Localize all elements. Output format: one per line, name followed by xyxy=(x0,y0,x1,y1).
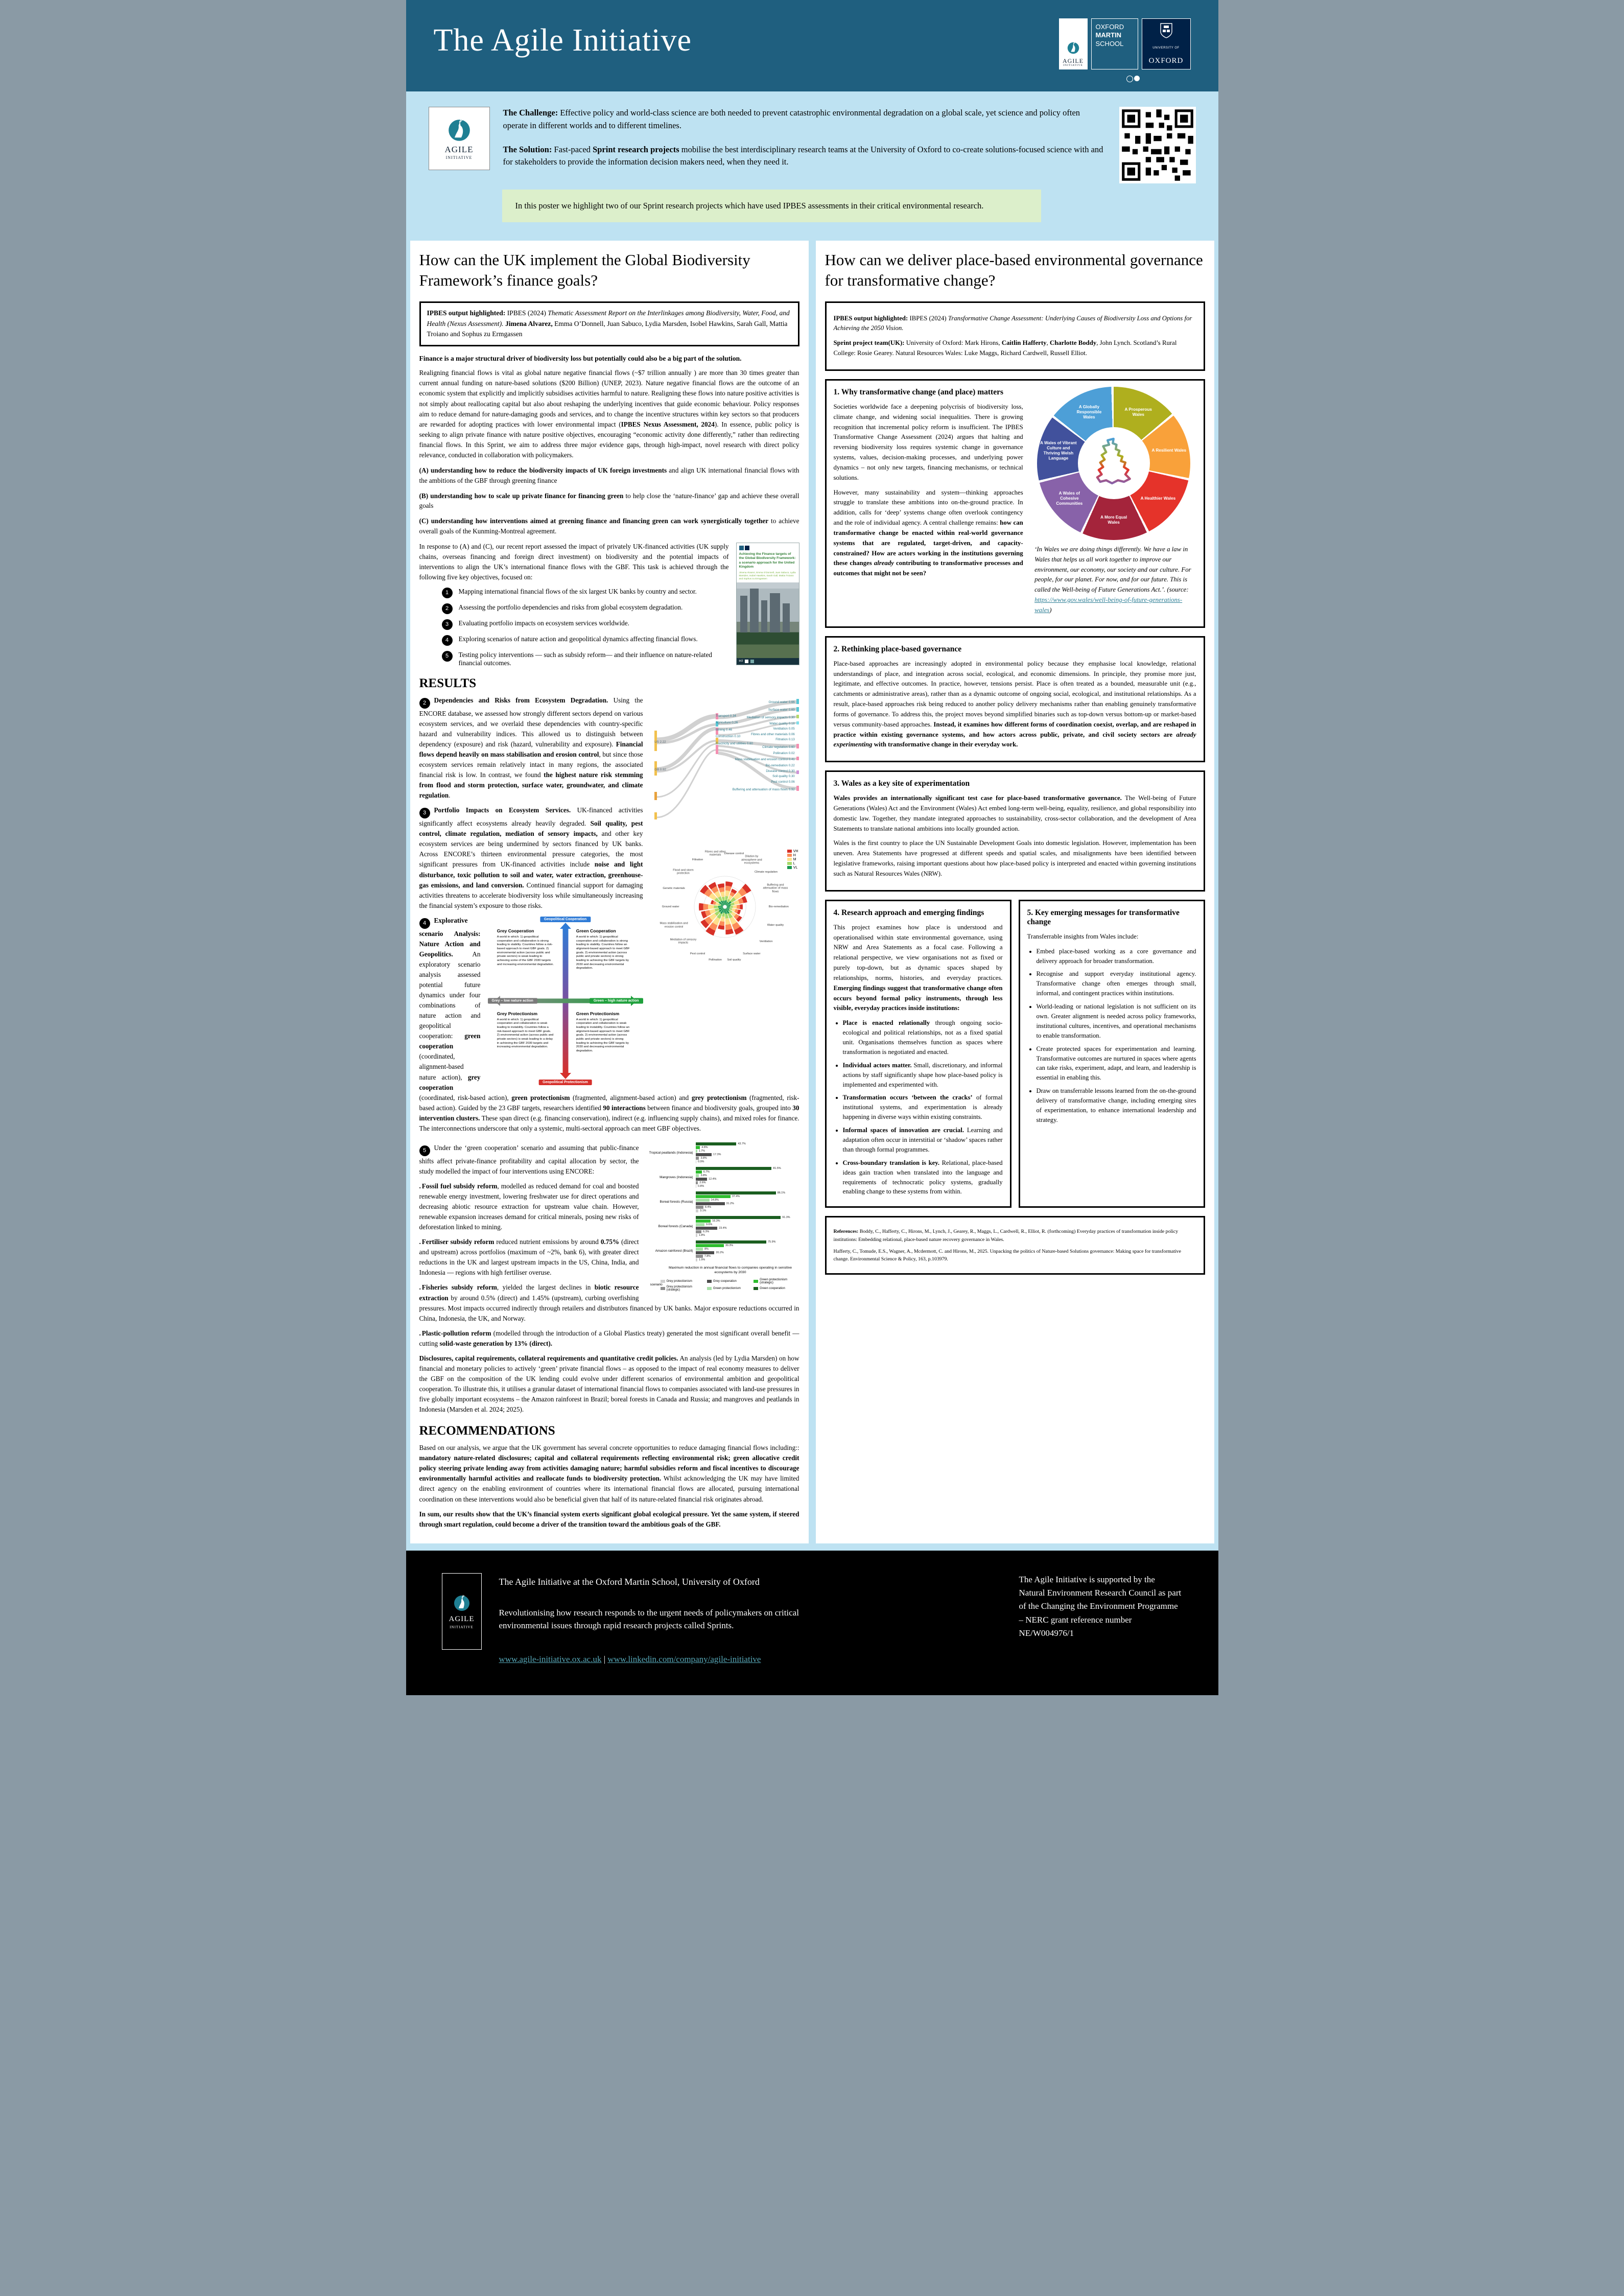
bar-value-label: 0.9% xyxy=(698,1160,704,1163)
bar-value-label: 1.9% xyxy=(698,1258,705,1261)
message-bullet: • World-leading or national legislation is not sufficient on its own. Greater alignment is needed across policy frameworks, institutional cultures, incentives, and operational mechanisms to enable transformation. xyxy=(1037,1002,1196,1041)
wheel-segment-label: A Prosperous Wales xyxy=(1124,407,1152,417)
bar xyxy=(696,1251,715,1254)
report-cover-logos xyxy=(739,546,796,550)
objective-number: 1 xyxy=(442,588,453,598)
left-ipbes-text: IPBES output highlighted: IPBES (2024) Thematic Assessment Report on the Interlinkages among Biodiversity, Water, Food, and Health (Nexus Assessment). Jimena Alvarez, Emma O’Donnell, Juan Sabuco, Lydia Marsden, Isobel Hawkins, Sarah Gall, Mattia Troiano and Sophus zu Ermgassen xyxy=(427,309,790,338)
wheel-segment-label: A Wales of Cohesive Communities xyxy=(1056,491,1083,506)
objective-text: Evaluating portfolio impacts on ecosystem services worldwide. xyxy=(458,619,629,627)
bar xyxy=(696,1142,737,1145)
section-4-box xyxy=(825,900,1011,1208)
sankey-figure xyxy=(650,695,799,848)
radial-axis-label: Filtration xyxy=(692,858,703,862)
bar-value-label: 37.4% xyxy=(732,1194,740,1198)
bar xyxy=(696,1153,712,1156)
bar-value-label: 6.7% xyxy=(703,1170,710,1174)
oxford-martin-school-logo xyxy=(1091,18,1138,69)
radial-axis-label: Flood and storm protection xyxy=(673,869,694,875)
agile-logo-sub: INITIATIVE xyxy=(450,1625,474,1630)
bar-value-label: 31.2% xyxy=(726,1202,734,1205)
radial-axis-label: Ground water xyxy=(662,905,679,908)
right-column xyxy=(816,241,1214,1543)
result-5: 5 Under the ‘green cooperation’ scenario and assuming that public-finance shifts affect private-finance profitability and capital allocation by sector, the study modelled the impact of four interventions using ENCORE: xyxy=(419,1143,639,1175)
figure-label: Ground water 0.66 xyxy=(768,700,795,704)
oms-line2: MARTIN xyxy=(1095,31,1122,39)
figure-label: Ventilation 0.05 xyxy=(773,727,795,731)
message-bullet: • Create protected spaces for experimentation and learning. Transformative outcomes are nurtured in spaces where agents can take risks, experiment, adapt, and learn, and leadership is essential in enabling this. xyxy=(1037,1044,1196,1083)
message-bullet: • Embed place-based working as a core governance and delivery approach for broader transformation. xyxy=(1037,947,1196,966)
bar xyxy=(696,1202,725,1205)
bar xyxy=(696,1223,705,1226)
intervention-plastic: . Plastic-pollution reform (modelled through the introduction of a Global Plastics treaty) generated the most significant overall benefit — cutting solid-waste generation by 13% (direct). xyxy=(419,1329,799,1347)
bar xyxy=(696,1191,776,1194)
footer-band xyxy=(406,1551,1218,1696)
objective-number: 2 xyxy=(442,603,453,614)
radial-axis-label: Dilution by atmosphere and ecosystems xyxy=(741,855,762,865)
link-separator: | xyxy=(603,1654,606,1664)
bar-value-label: 3.8% xyxy=(700,1156,707,1160)
bar-value-label: 8.4% xyxy=(704,1205,712,1209)
bars-axis-label: scenario xyxy=(650,1283,663,1287)
oms-line3: SCHOOL xyxy=(1095,39,1124,48)
footer-links xyxy=(499,1653,1002,1666)
axis-pill-cooperation: Geopolitical Cooperation xyxy=(540,917,591,922)
objective-item xyxy=(442,588,729,598)
message-bullet: • Recognise and support everyday institutional agency. Transformative change often emerges through small, informal, and contingent practices within institutions. xyxy=(1037,969,1196,998)
objective-text: Assessing the portfolio dependencies and risks from global ecosystem degradation. xyxy=(458,603,683,611)
figure-label: Electricity and utilities 0.60 xyxy=(715,741,753,745)
bar-value-label: 91.3% xyxy=(782,1215,790,1219)
bar-value-label: 16.3% xyxy=(712,1219,720,1223)
scenario-quadrant-figure xyxy=(488,917,643,1085)
axis-pill-green: Green – high nature action xyxy=(590,998,643,1003)
wheel-segment-label: A More Equal Wales xyxy=(1100,515,1127,525)
bar xyxy=(696,1178,708,1181)
objective-item xyxy=(442,635,729,646)
figure-label: Mining 0.46 xyxy=(715,728,732,732)
bar-value-label: 3.8% xyxy=(700,1174,707,1177)
figure-label: Bio-remediation 0.22 xyxy=(765,764,795,768)
objective-item xyxy=(442,619,729,630)
bar xyxy=(696,1244,724,1247)
bar xyxy=(696,1199,710,1202)
references-box xyxy=(825,1216,1205,1275)
bar-value-label: 86.1% xyxy=(777,1191,786,1194)
right-ipbes-text: IPBES output highlighted: IBPES (2024) Transformative Change Assessment: Underlying Causes of Biodiversity Loss and Options for Achieving the 2050 Vision. xyxy=(833,314,1192,332)
bar xyxy=(696,1230,702,1233)
section-3-p1: Wales provides an internationally significant test case for place-based transformative governance. The Well-being of Future Generations (Wales) Act and the Environment (Wales) Act embed long-term well-being, equality, resilience, and global responsibility into domestic law. Together, they mandate integrated approaches to sustainability, cross-sector collaboration, and the development of Area Statements to translate national ambitions into locally grounded action. xyxy=(833,794,1196,832)
section-3-p2: Wales is the first country to place the UN Sustainable Development Goals into domestic legislation. However, implementation has been uneven. Area Statements have progressed at different speeds and spatial scales, and misalignments have been identified between legislative frameworks, raising important questions about how place-based policy is interpreted and enacted within governing institutions such as Natural Resources Wales (NRW). xyxy=(833,839,1196,877)
section-1-p2: However, many sustainability and system—thinking approaches struggle to translate these ambitions into on-the-ground practice. In addition, calls for ‘deep’ systems change often overlook contingency and the role of individual agency. A central challenge remains: how can transformative change be enacted within real-world governance systems that are regulated, target-driven, and capacity-constrained? How are actors working in the institutions governing these changes already contributing to transformative processes and outcomes that might not be seen? xyxy=(833,488,1023,577)
bar xyxy=(696,1234,697,1237)
figure-label: Filtration 0.13 xyxy=(775,738,795,742)
objective-number: 3 xyxy=(442,619,453,630)
bars-caption: Maximum reduction in annual financial flows to companies operating in sensitive ecosystems by 2030 xyxy=(668,1266,792,1274)
finding-bullet: • Cross-boundary translation is key. Relational, place-based ideas gain traction when translated into the language and requirements of technocratic policy systems, gradually enabling change to these systems from within. xyxy=(843,1158,1003,1197)
quadrant-green-protectionism: Green Protectionism A world in which: 1) geopolitical cooperation and collaboration is weak leading to instability. Countries follow an alignment-based approach to meet GBF goals. 2) environmental action (across public and private sectors) is strong leading to achieving the GBF targets by 2030 and decreasing environmental degradation. xyxy=(576,1011,630,1053)
section-3-box xyxy=(825,770,1205,892)
bar xyxy=(696,1248,703,1251)
figure-label: Construction 0.10 xyxy=(715,735,741,739)
figure-label: Disease control 0.30 xyxy=(766,769,795,773)
agile-logo-box xyxy=(429,107,490,170)
bar-value-label: 17.3% xyxy=(713,1153,721,1156)
radial-axis-label: Bio-remediation xyxy=(768,905,789,908)
section-2-heading: 2. Rethinking place-based governance xyxy=(833,644,962,653)
footer-agile-logo xyxy=(442,1573,482,1650)
wheel-segment-label: A Healthier Wales xyxy=(1140,496,1176,501)
bar-value-label: 3.1% xyxy=(700,1209,707,1212)
objective-number: 5 xyxy=(442,651,453,662)
right-title: How can we deliver place-based environmental governance for transformative change? xyxy=(825,251,1203,290)
bar xyxy=(696,1160,697,1163)
bar-value-label: 1.7% xyxy=(698,1149,705,1153)
figure-label: Mediation of sensory impacts 0.30 xyxy=(746,715,795,719)
radial-axis-label: Mediation of sensory impacts xyxy=(670,938,697,945)
finding-bullet: • Place is enacted relationally through ongoing socio-ecological and political relationships, not as a fixed spatial unit. Organisations themselves function as spaces where transformation is negotiated and enacted. xyxy=(843,1018,1003,1057)
bar xyxy=(696,1195,731,1198)
bar-value-label: 6.3% xyxy=(703,1230,710,1233)
legend-item: H xyxy=(787,854,798,857)
bar-chart-row xyxy=(646,1191,799,1213)
objective-text: Mapping international financial flows of the six largest UK banks by country and sector. xyxy=(458,587,697,595)
right-ipbes-box xyxy=(825,301,1205,371)
radial-axis-label: Climate regulation xyxy=(755,870,778,874)
bar-value-label: 75.9% xyxy=(768,1240,776,1244)
figure-label: GB 0.92 xyxy=(654,767,666,771)
wales-map-outline-icon xyxy=(1088,437,1140,489)
quadrant-green-cooperation: Green Cooperation A world in which: 1) geopolitical cooperation and collaboration is strong leading to stability. Countries follow an alignment-based approach to meet GBF goals. 2) environmental action (across public and private sectors) is strong leading to achieving the GBF targets by 2030 and decreasing environmental degradation. xyxy=(576,928,630,970)
arrow-down-icon xyxy=(560,1073,571,1079)
bar-value-label: 0.8% xyxy=(697,1184,704,1188)
objective-text: Testing policy interventions — such as subsidy reform— and their influence on nature-related financial outcomes. xyxy=(458,650,712,667)
disclosures-paragraph: Disclosures, capital requirements, collateral requirements and quantitative credit policies. An analysis (led by Lydia Marsden) on how financial and monetary policies to actively ‘green’ private financial flows – as opposed to the impact of real economy measures to deliver the GBF on the composition of the UK lending could evolve under different scenarios of environmental ambition and geopolitical cooperation. To illustrate this, it utilises a granular dataset of international financial flows to companies associated with land-use pressures in five globally important ecosystems – the Amazon rainforest in Brazil; boreal forests in Canada and Russia; and mangroves and peatlands in Indonesia (Marsden et al. 2024; 2025). xyxy=(419,1354,799,1414)
ecosystem-bars-figure xyxy=(646,1139,799,1295)
reference-1: References: Boddy, C., Hafferty, C., Hirons, M., Lynch, J., Gearey, R., Maggs, L., Cardwell, R., Elliot, R. (forthcoming) Everyday practices of transformation inside policy institutions: Embedding relational, place-based nature recovery governance in Wales. xyxy=(833,1229,1179,1243)
bar-value-label: 2.6% xyxy=(699,1181,706,1184)
figure-label: Agriculture 0.26 xyxy=(715,721,738,725)
bar-value-label: 4.8% xyxy=(701,1145,708,1149)
footer-line2: Revolutionising how research responds to the urgent needs of policymakers on critical environmental issues through rapid research projects called Sprints. xyxy=(499,1607,799,1631)
bar-value-label: 1.8% xyxy=(698,1233,705,1237)
bar-value-label: 12.4% xyxy=(709,1177,717,1181)
section-5-heading: 5. Key emerging messages for transformative change xyxy=(1027,908,1180,926)
bar-chart-row xyxy=(646,1166,799,1188)
radial-legend xyxy=(787,849,798,870)
figure-label: Soil quality 0.30 xyxy=(772,775,795,779)
radial-chart xyxy=(660,848,789,966)
result-2: 2 Dependencies and Risks from Ecosystem Degradation. Using the ENCORE database, we assessed how strongly different sectors depend on various ecosystem services, and we overlaid these dependencies with country-specific hazard and vulnerability indices. This allowed us to distinguish between dependency (exposure) and risk (hazard, vulnerability and exposure). Financial flows depend heavily on mass stabilisation and erosion control, but since those ecosystem services remain relatively intact in many regions, the associated financial risk is low. In contrast, we found the highest nature risk stemming from flood and storm protection, surface water, groundwater, and climate regulation. xyxy=(419,696,643,800)
section-2-paragraph: Place-based approaches are increasingly adopted in environmental policy because they emphasise local knowledge, relational understandings of place, and integration across social, ecological, and economic dimensions. In principle, they promise more just, legitimate, and effective outcomes. In practice, however, tensions persist. Place is often treated as a bounded, measurable unit (e.g., catchments or administrative areas), rather than as a dynamic outcome of ongoing social, ecological, and institutional relationships. As a result, place-based approaches risk being reduced to another policy delivery mechanisms rather than enabling genuinely transformative forms of governance. To address this, the project moves beyond simplified binaries such as top-down versus bottom-up or market-based versus community-based approaches. Instead, it examines how different forms of coordination coexist, overlap, and are reshaped in practice within existing governance systems, and how actors across public, private, and civil society sectors are already experimenting with transformative change in their everyday work. xyxy=(833,660,1196,748)
figure-label: Climate regulation 0.60 xyxy=(762,745,795,749)
reference-2: Hafferty, C., Tomude, E.S., Wagner, A., Mcdermott, C. and Hirons, M., 2025. Unpacking the politics of Nature-based Solutions governance: Making space for transformative change. Environmental Science & Policy, 163, p.103979. xyxy=(833,1248,1181,1262)
figure-label: Transport 0.34 xyxy=(715,714,736,718)
axis-pill-protectionism: Geopolitical Protectionism xyxy=(538,1080,592,1085)
bar xyxy=(696,1220,711,1223)
recommendations-heading: RECOMMENDATIONS xyxy=(419,1424,555,1438)
agile-logo-word: AGILE xyxy=(1063,57,1084,64)
bar-value-label: 30.3% xyxy=(725,1244,734,1247)
gazelle-icon xyxy=(452,1593,472,1613)
bar-value-label: 14.8% xyxy=(711,1198,719,1202)
intervention-fossil: . Fossil fuel subsidy reform, modelled as reduced demand for coal and boosted renewable energy investment, lowering freshwater use for direct operations and decreasing abiotic resource extraction for upstream value chain. However, renewable expansion increases demand for critical minerals, posing new risks of deforestation linked to mining. xyxy=(419,1182,639,1231)
agile-website-link[interactable]: www.agile-initiative.ox.ac.uk xyxy=(499,1654,602,1664)
results-heading: RESULTS xyxy=(419,676,477,690)
agile-logo-sub: INITIATIVE xyxy=(1063,64,1083,67)
intervention-fisheries: . Fisheries subsidy reform, yielded the largest declines in biotic resource extraction by around 0.5% (direct) and 1.45% (upstream), curbing overfishing pressures. Most impacts occurred indirectly through retailers and distributors financed by UK banks. Major exposure reductions occurred in China, Indonesia, the UK, and Norway. xyxy=(419,1283,799,1322)
report-cover-authors: Jimena Alvarez, Emma O’Donnell, Juan Sabuco, Lydia Marsden, Isobel Hawkins, Sarah Gall, Mattia Troiano and Sophus zu Ermgassen xyxy=(739,571,796,580)
bar-category-label: Mangroves (Indonesia) xyxy=(660,1175,693,1179)
quadrant-grey-protectionism: Grey Protectionism A world in which: 1) geopolitical cooperation and collaboration is weak leading to instability. Countries follow a risk-based approach to meet GBF goals. 2) environmental action (across public and private sectors) is weak leading to a delay in achieving the GBF 2030 targets and increasing environmental degradation. xyxy=(497,1011,554,1049)
legend-item: L xyxy=(787,862,798,865)
bar xyxy=(696,1209,699,1212)
radial-axis-label: Buffering and attenuation of mass flows xyxy=(763,883,788,893)
intro-text xyxy=(503,107,1106,180)
report-cover-header xyxy=(737,543,799,582)
bar xyxy=(696,1181,698,1184)
bar-category-label: Boreal forests (Canada) xyxy=(658,1224,693,1228)
bar-value-label: 20.2% xyxy=(716,1251,724,1254)
wellbeing-wheel xyxy=(1037,387,1190,540)
section-5-box xyxy=(1019,900,1205,1208)
left-ipbes-box xyxy=(419,301,799,347)
left-title: How can the UK implement the Global Biodiversity Framework’s finance goals? xyxy=(419,251,750,290)
bar xyxy=(696,1255,703,1258)
bar-chart-row xyxy=(646,1142,799,1164)
qr-code xyxy=(1119,107,1196,183)
radial-axis-label: Water quality xyxy=(767,923,784,927)
bars-legend: scenario Grey protectionism Grey cooperation Green protectionism (strategic) Grey protectionism (strategic) Green protectionism Green cooperation xyxy=(650,1278,788,1292)
bar xyxy=(696,1157,699,1160)
agile-logo-word: AGILE xyxy=(449,1615,475,1624)
wheel-center xyxy=(1078,427,1150,499)
figure-label: US 2.22 xyxy=(654,740,666,744)
bar xyxy=(696,1170,702,1174)
objective-number: 4 xyxy=(442,635,453,646)
figure-label: Pest control 0.06 xyxy=(771,780,795,784)
header-band xyxy=(406,0,1218,91)
result-number: 3 xyxy=(419,808,430,818)
section-2-box xyxy=(825,636,1205,762)
figure-label: Surface water 0.69 xyxy=(768,708,795,712)
quadrant-grey-cooperation: Grey Cooperation A world in which: 1) geopolitical cooperation and collaboration is strong leading to stability. Countries follow a risk-based approach to meet GBF goals. 2) environmental action (across public and private sectors) is weak leading to achieving some of the GBF 2030 targets and increasing environmental degradation. xyxy=(497,928,554,966)
bar-value-label: 23.4% xyxy=(719,1226,727,1230)
figure-label: Fibres and other materials 0.06 xyxy=(751,732,795,736)
section-4-bullets xyxy=(834,1018,1003,1197)
footer-middle xyxy=(499,1573,1002,1666)
report-cover-figure xyxy=(736,543,799,665)
right-team-text: Sprint project team(UK): University of Oxford: Mark Hirons, Caitlin Hafferty, Charlotte Boddy, John Lynch. Scotland’s Rural College: Rosie Gearey. Natural Resources Wales: Luke Maggs, Richard Cardwell, Russell Elliot. xyxy=(833,339,1177,357)
bar xyxy=(696,1227,718,1230)
bar-category-label: Boreal forests (Russia) xyxy=(660,1200,693,1204)
bar xyxy=(696,1258,697,1261)
legend-item: VL xyxy=(787,866,798,870)
main-columns xyxy=(406,236,1218,1551)
bar xyxy=(696,1206,703,1209)
report-cover-title: Achieving the Finance targets of the Global Biodiversity Framework: a scenario approach for the United Kingdom xyxy=(739,552,796,569)
finding-bullet: • Individual actors matter. Small, discretionary, and informal actions by staff significantly shape how place-based policy is implemented and experimented with. xyxy=(843,1061,1003,1090)
wheel-segment-label: A Resilient Wales xyxy=(1151,448,1187,453)
section-1-p1: Societies worldwide face a deepening polycrisis of biodiversity loss, climate change, and widening social inequalities. There is growing recognition that incremental policy reform is insufficient. The IPBES Transformative Change Assessment (2024) argues that halting and reversing biodiversity loss requires systemic change in governance systems, values, decision-making processes, and underlying power dynamics – not only new targets, financing mechanisms, or technical solutions. xyxy=(833,403,1023,481)
bar-value-label: 7.8% xyxy=(704,1254,711,1258)
result-4: 4 Explorative scenario Analysis: Nature Action and Geopolitics. An exploratory scenario analysis assessed potential future dynamics under four combinations of nature action and geopolitical cooperation: green cooperation (coordinated, alignment-based nature action), grey cooperation (coordinated, risk-based action), green protectionism (fragmented, alignment-based action) and grey protectionism (fragmented, risk-based action). Guided by the 23 GBF targets, researchers identified 90 interactions between finance and biodiversity goals, grouped into 30 intervention clusters. These span direct (e.g. financing conservation), indirect (e.g. influencing supply chains), and mixed roles for finance. The interconnections underscore that only a systemic, multi-sectoral approach can meet GBF objectives. xyxy=(419,916,799,1132)
report-cover-footer: eci xyxy=(737,658,799,665)
bar xyxy=(696,1146,700,1149)
wheel-caption: ‘In Wales we are doing things differently. We have a law in Wales that helps us all work together to improve our environment, our economy, our society and our culture. For people, for our planet. For now, and for our future. This is called the Well-being of Future Generations Act.’. (source: https://www.gov.wales/well-being-of-future-generations-wales) xyxy=(1034,545,1191,614)
intro-band xyxy=(406,91,1218,188)
objective-item xyxy=(442,603,729,614)
objective-text: Exploring scenarios of nature action and geopolitical dynamics affecting financial flows. xyxy=(458,635,698,643)
gap-a: (A) understanding how to reduce the biodiversity impacts of UK foreign investments and align UK international financial flows with the ambitions of the GBF through greening finance xyxy=(419,466,799,484)
section-1-heading: 1. Why transformative change (and place) matters xyxy=(833,387,1003,396)
challenge-paragraph: The Challenge: Effective policy and world-class science are both needed to prevent catastrophic environmental degradation on a global scale, yet science and policy often operate in different worlds and to different timelines. xyxy=(503,108,1080,130)
bar xyxy=(696,1167,772,1170)
radial-axis-label: Mass stabilisation and erosion control xyxy=(660,922,688,929)
agile-logo-sub: INITIATIVE xyxy=(445,155,473,160)
wales-wellbeing-wheel-figure xyxy=(1034,387,1193,616)
agile-initiative-logo xyxy=(1059,18,1088,69)
message-bullet: • Draw on transferrable lessons learned from the on-the-ground delivery of transformative change, including emerging sites of experimentation, to enhance international leadership and strategy. xyxy=(1037,1086,1196,1125)
recommendations-paragraph: Based on our analysis, we argue that the UK government has several concrete opportunities to reduce damaging financial flows including:: mandatory nature-related disclosures; capital and collateral requirements reflecting environmental risk; green allocative credit policy steering private lending away from activities damaging nature; harmful subsidies reform and fiscal incentives to discourage environmentally harmful activities and reallocate funds to biodiversity protection. Whilst acknowledging the UK may have limited direct agency on the enabling environment of countries where its international financial flows are allocated, pursuing international coordination on these interventions would also be beneficial given that half of its nature-related financial risk originates abroad. xyxy=(419,1444,799,1503)
section-1-box xyxy=(825,379,1205,628)
poster xyxy=(406,0,1218,1695)
oms-line1: OXFORD xyxy=(1095,23,1124,31)
figure-label: Pollination 0.02 xyxy=(773,752,795,756)
legend-item: M xyxy=(787,858,798,861)
figure-label: Buffering and attenuation of mass flows 0.92 xyxy=(732,787,795,791)
radial-figure xyxy=(650,848,799,968)
left-paragraph-1: Realigning financial flows is vital as global nature negative financial flows (~$7 trillion annually ) are more than 30 times greater than current annual funding on nature-based solutions ($200 Billion) (UNEP, 2023). Nature negative financial flows are the outcome of an economic system that explicitly and implicitly subsidises activities harmful to nature. Realigning these flows into nature positive activities is not simply about reallocating capital but also about reshaping the underlying incentives that guide economic behaviour. Policy responses aim to reduce demand for nature-damaging goods and services, and to change the incentive structures within key sectors so that producers are rewarded for adopting practices with lower environmental impact (IPBES Nexus Assessment, 2024). In essence, public policy is seeking to align private finance with nature positive objectives, encouraging “economic activity done differently,” rather than redirecting financial flows. In this Sprint, we aim to address three major evidence gaps, through high-impact, novel research with direct policy relevance, conducted in collaboration with policymakers. xyxy=(419,369,799,459)
objective-item xyxy=(442,651,729,667)
oxford-small-text: UNIVERSITY OF xyxy=(1152,46,1180,50)
poster-highlight-note: In this poster we highlight two of our Sprint research projects which have used IPBES assessments in their critical environmental research. xyxy=(502,190,1041,222)
poster-title: The Agile Initiative xyxy=(433,23,692,58)
university-of-oxford-logo xyxy=(1142,18,1191,69)
report-cover-photo xyxy=(737,582,799,658)
axis-pill-grey: Grey – low nature action xyxy=(488,998,537,1003)
gazelle-icon xyxy=(446,117,473,144)
figure-label: Water quality 0.18 xyxy=(769,721,795,725)
left-column xyxy=(410,241,809,1543)
section-3-heading: 3. Wales as a key site of experimentation xyxy=(833,779,970,788)
radial-axis-label: Pollination xyxy=(709,958,722,962)
finding-bullet: • Informal spaces of innovation are crucial. Learning and adaptation often occur in interstitial or ‘shadow’ spaces rather than through formal programmes. xyxy=(843,1126,1003,1155)
oxford-big-text: OXFORD xyxy=(1148,57,1184,65)
radial-axis-label: Ventilation xyxy=(759,940,773,943)
bar xyxy=(696,1174,699,1177)
result-3: 3 Portfolio Impacts on Ecosystem Services. UK-financed activities significantly affect ecosystems already heavily degraded. Soil quality, pest control, climate regulation, mediation of sensory impacts, and other key ecosystem services are being undermined by sectors financed by UK banks. Across ENCORE’s thirteen environmental pressure categories, the most significant pressures from UK-financed activities include noise and light disturbance, toxic pollution to soil and water, water extraction, greenhouse-gas emissions, and land conversion. Continued financial support for damaging activities threatens to accelerate biodiversity loss while simultaneously increasing the financial system’s exposure to those risks. xyxy=(419,806,643,909)
radial-axis-label: Pest control xyxy=(690,952,705,955)
bar-value-label: 9.6% xyxy=(706,1223,713,1226)
agile-logo-word: AGILE xyxy=(444,145,474,154)
section-5-intro: Transferrable insights from Wales include: xyxy=(1027,932,1139,940)
result-number: 4 xyxy=(419,918,430,929)
summary-paragraph: In sum, our results show that the UK’s financial system exerts significant global ecological pressure. Yet the same system, if steered through smart regulation, could become a driver of the transition toward the ambitious goals of the GBF. xyxy=(419,1510,799,1528)
oms-dots-icon xyxy=(1126,76,1140,82)
radial-axis-label: Genetic materials xyxy=(663,886,685,890)
intervention-fertiliser: . Fertiliser subsidy reform reduced nutrient emissions by around 0.75% (direct and upstream) across portfolios (maximum of ~2%, bank 6), with greater direct reductions in the UK and largest upstream impacts in the US, China, India, and Indonesia — regions with high fertiliser overuse. xyxy=(419,1238,639,1277)
section-4-heading: 4. Research approach and emerging findings xyxy=(833,908,984,917)
response-paragraph: In response to (A) and (C), our recent report assessed the impact of privately UK-financed activities (UK supply chains, overseas financing and foreign direct investment) on biodiversity and the potential impacts of interventions to align the UK’s international finance flows with the GBF. This task is achieved through the following five key objectives, focused on: xyxy=(419,542,729,581)
bar-value-label: 43.7% xyxy=(738,1142,746,1145)
logo-strip xyxy=(1059,18,1191,69)
result-number: 5 xyxy=(419,1145,430,1156)
radial-axis-label: Soil quality xyxy=(727,958,741,962)
radial-axis-label: Disease control xyxy=(724,852,744,855)
legend-item: VH xyxy=(787,850,798,853)
bar-value-label: 8% xyxy=(704,1247,709,1251)
finding-bullet: • Transformation occurs ‘between the cracks’ of formal institutional systems, and experimentation is already happening in diverse ways within existing constraints. xyxy=(843,1093,1003,1122)
gazelle-icon xyxy=(1066,40,1081,56)
finance-lead: Finance is a major structural driver of biodiversity loss but potentially could also be a big part of the solution. xyxy=(419,355,742,363)
radial-axis-label: Surface water xyxy=(743,952,761,955)
bars-chart xyxy=(646,1142,799,1262)
bar xyxy=(696,1240,767,1244)
figure-label: Mass stabilisation and erosion control 0.41 xyxy=(735,758,795,762)
section-5-bullets xyxy=(1027,947,1196,1125)
gap-b: (B) understanding how to scale up private finance for financing green to help close the ‘nature-finance’ gap and achieve these overall goals xyxy=(419,491,799,510)
result-number: 2 xyxy=(419,698,430,709)
bar-category-label: Amazon rainforest (Brazil) xyxy=(655,1249,693,1253)
section-4-paragraph: This project examines how place is understood and operationalised within state environmental governance, using NRW and Area Statements as a focal case. Following a relational perspective, we view organisations not as fixed or purely top-down, but as dynamic spaces shaped by relationships, norms, histories, and everyday practices. Emerging findings suggest that transformative change often occurs beyond formal policy instruments, through less visible, everyday practices inside institutions: xyxy=(833,923,1003,1012)
solution-paragraph: The Solution: Fast-paced Sprint research projects mobilise the best interdisciplinary research teams at the University of Oxford to co-create solutions-focused science with and for stakeholders to provide the information decision makers need, when they need it. xyxy=(503,144,1103,167)
arrow-up-icon xyxy=(560,923,571,929)
bar-value-label: 81.5% xyxy=(773,1166,781,1170)
wheel-segment-label: A Globally Responsible Wales xyxy=(1076,405,1102,419)
footer-support-text: The Agile Initiative is supported by the Natural Environment Research Council as part of the Changing the Environment Programme – NERC grant reference number NE/W004976/1 xyxy=(1019,1574,1182,1638)
bar-category-label: Tropical peatlands (Indonesia) xyxy=(649,1151,693,1155)
radial-axis-label: Fibres and other materials xyxy=(704,850,726,857)
footer-line1: The Agile Initiative at the Oxford Martin School, University of Oxford xyxy=(499,1576,760,1587)
wheel-segment-label: A Wales of Vibrant Culture and Thriving Welsh Language xyxy=(1040,440,1077,461)
results-figures xyxy=(650,695,799,968)
agile-linkedin-link[interactable]: www.linkedin.com/company/agile-initiative xyxy=(607,1654,761,1664)
gap-c: (C) understanding how interventions aimed at greening finance and financing green can work synergistically together to achieve overall goals of the Kunming-Montreal agreement. xyxy=(419,517,799,535)
bar-chart-row xyxy=(646,1240,799,1262)
bar-chart-row xyxy=(646,1215,799,1237)
bar xyxy=(696,1216,781,1219)
bar xyxy=(696,1150,697,1153)
oxford-crest-icon xyxy=(1160,22,1173,39)
